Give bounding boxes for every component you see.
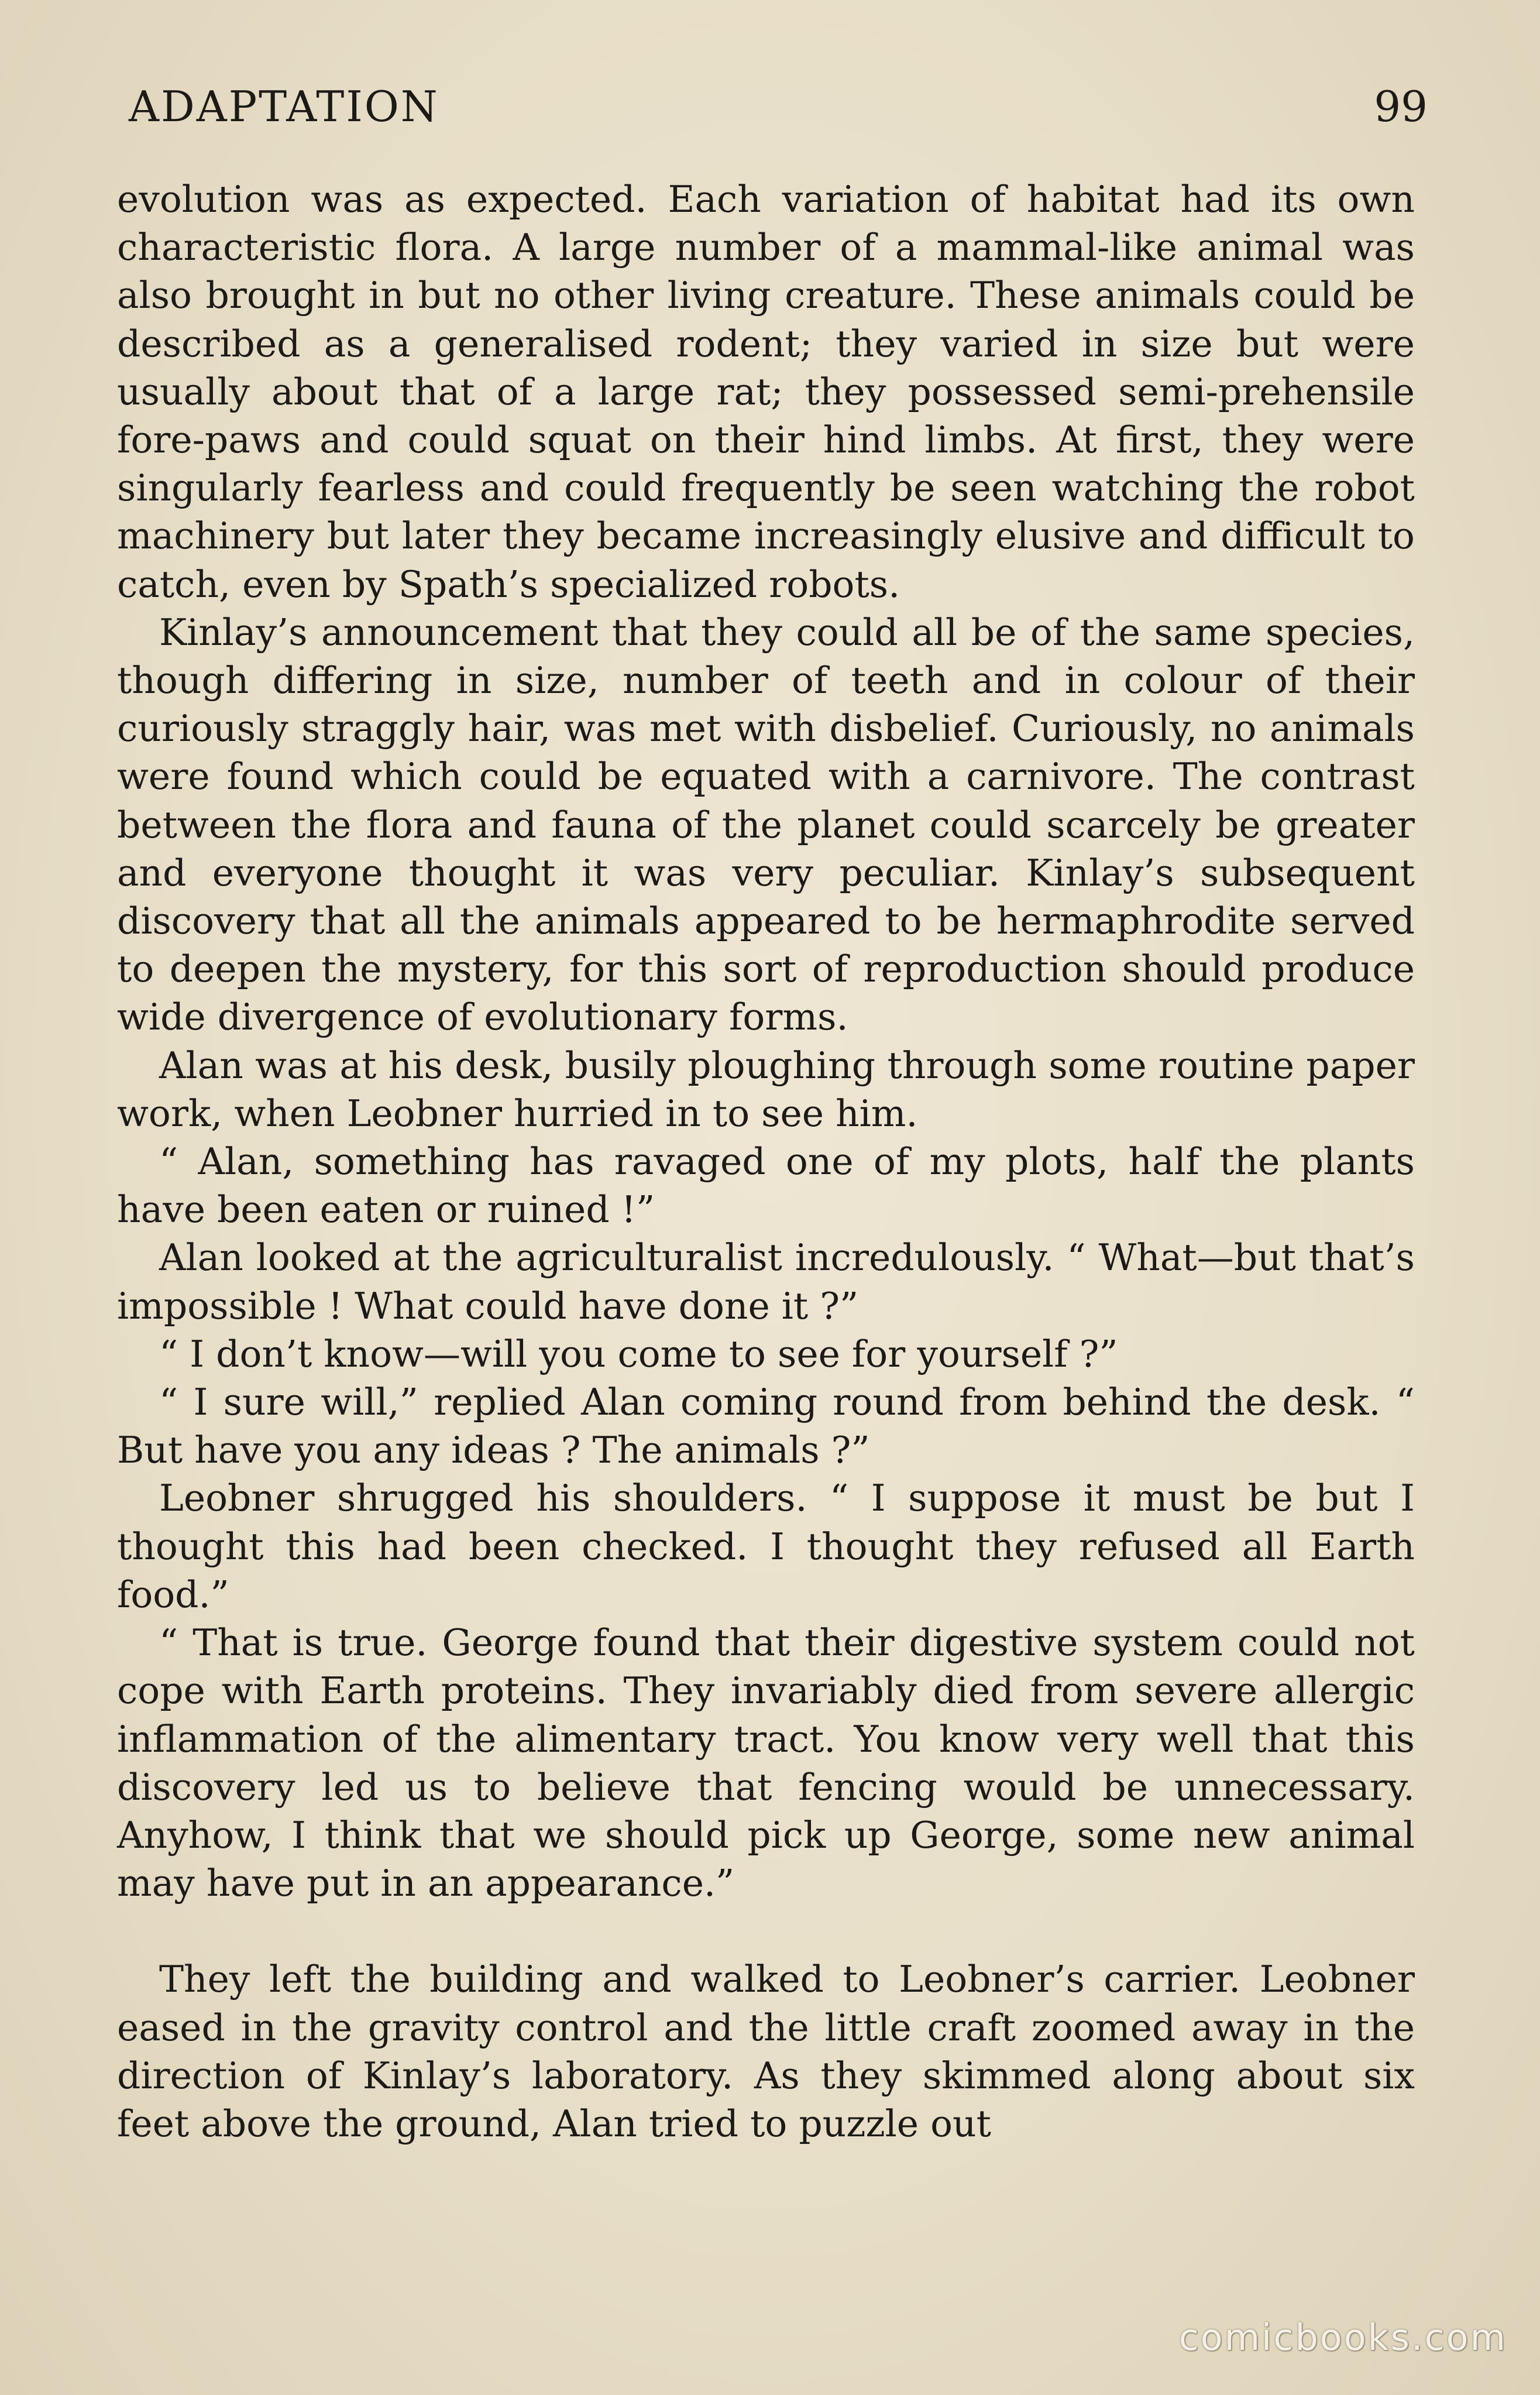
paragraph: Leobner shrugged his shoulders. “ I suppose it must be but I thought this had been checked. I thought they refused all Earth food.” (117, 1477, 1415, 1616)
paragraph: Alan was at his desk, busily ploughing through some routine paper work, when Leobner hurried in to see him. (117, 1044, 1415, 1135)
page-number: 99 (1374, 82, 1428, 131)
running-head: ADAPTATION (129, 82, 439, 131)
paragraph: Kinlay’s announcement that they could all be of the same species, though differing in size, number of teeth and in colour of their curiously straggly hair, was met with disbelief. Curiously, no animals were found which could be equated with a carnivore. The contrast between the flora and fauna of the planet could scarcely be greater and everyone thought it was very peculiar. Kinlay’s subsequent discovery that all the animals appeared to be hermaphrodite served to deepen the mystery, for this sort of reproduction should produce wide divergence of evolutionary forms. (117, 610, 1415, 1039)
watermark: comicbooks.com (1178, 2316, 1507, 2359)
paragraph: “ Alan, something has ravaged one of my plots, half the plants have been eaten or ruined !” (117, 1140, 1415, 1231)
paragraph: evolution was as expected. Each variation of habitat had its own characteristic flora. A large number of a mammal-like animal was also brought in but no other living creature. These animals could be described as a generalised rodent; they varied in size but were usually about that of a large rat; they possessed semi-prehensile fore-paws and could squat on their hind limbs. At first, they were singularly fearless and could frequently be seen watching the robot machinery but later they became increasingly elusive and difficult to catch, even by Spath’s specialized robots. (117, 178, 1415, 606)
paragraph: They left the building and walked to Leobner’s carrier. Leobner eased in the gravity control and the little craft zoomed away in the direction of Kinlay’s laboratory. As they skimmed along about six feet above the ground, Alan tried to puzzle out (117, 1958, 1415, 2145)
paragraph: “ That is true. George found that their digestive system could not cope with Earth proteins. They invariably died from severe allergic inflammation of the alimentary tract. You know very well that this discovery led us to believe that fencing would be unnecessary. Anyhow, I think that we should pick up George, some new animal may have put in an appearance.” (117, 1621, 1415, 1905)
paragraph: Alan looked at the agriculturalist incredulously. “ What—but that’s impossible ! What could have done it ?” (117, 1236, 1415, 1327)
page-header (117, 76, 1428, 140)
paragraph: “ I sure will,” replied Alan coming round from behind the desk. “ But have you any ideas ? The animals ?” (117, 1381, 1415, 1472)
body-text (117, 176, 1415, 2148)
paragraph: “ I don’t know—will you come to see for yourself ?” (159, 1332, 1118, 1375)
